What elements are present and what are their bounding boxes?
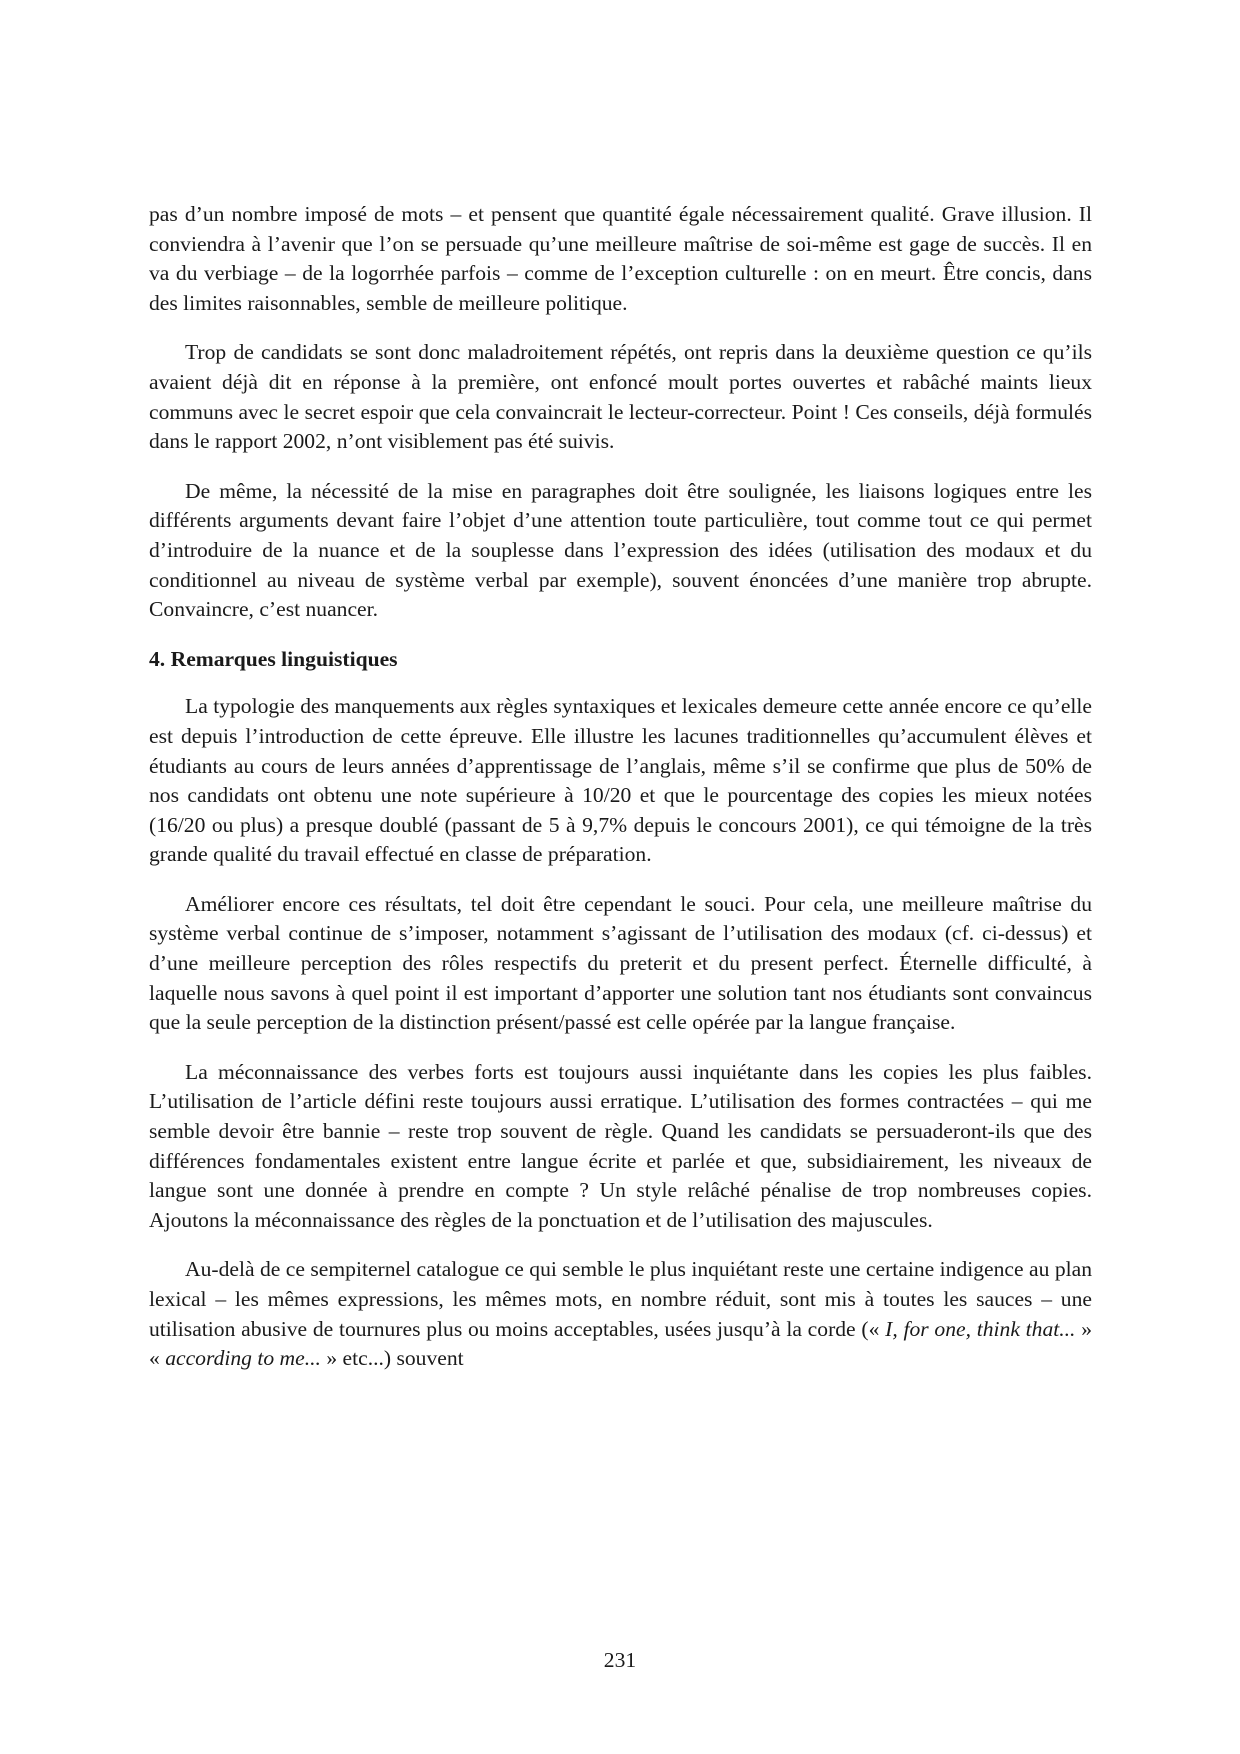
section-heading: 4. Remarques linguistiques <box>149 646 398 671</box>
paragraph-7-mid: » « <box>149 1316 1092 1371</box>
paragraph-3: De même, la nécessité de la mise en paragraphes doit être soulignée, les liaisons logiques entre les différents arguments devant faire l’objet d’une attention toute particulière, tout comme tout ce qui permet d’introduire de la nuance et de la souplesse dans l’expression des idées (utilisation des modaux et du conditionnel au niveau de système verbal par exemple), souvent énoncées d’une manière trop abrupte. Convaincre, c’est nuancer. <box>149 478 1092 622</box>
paragraph-7-start: Au-delà de ce sempiternel catalogue ce qui semble le plus inquiétant reste une certaine indigence au plan lexical – les mêmes expressions, les mêmes mots, en nombre réduit, sont mis à toutes les sauces – une utilisation abusive de tournures plus ou moins acceptables, usées jusqu’à la corde (« <box>149 1257 1092 1341</box>
quote-i-for-one: I, for one, think that... <box>885 1316 1076 1341</box>
page-number: 231 <box>603 1648 637 1672</box>
paragraph-7-end: » etc...) souvent <box>320 1346 464 1371</box>
quote-according-to-me: according to me... <box>165 1346 321 1371</box>
paragraph-2: Trop de candidats se sont donc maladroitement répétés, ont repris dans la deuxième question ce qu’ils avaient déjà dit en réponse à la première, ont enfoncé moult portes ouvertes et rabâché maints lieux communs avec le secret espoir que cela convaincrait le lecteur-correcteur. Point ! Ces conseils, déjà formulés dans le rapport 2002, n’ont visiblement pas été suivis. <box>149 340 1092 454</box>
paragraph-6: La méconnaissance des verbes forts est toujours aussi inquiétante dans les copies les plus faibles. L’utilisation de l’article défini reste toujours aussi erratique. L’utilisation des formes contractées – qui me semble devoir être bannie – reste trop souvent de règle. Quand les candidats se persuaderont-ils que des différences fondamentales existent entre langue écrite et parlée et que, subsidiairement, les niveaux de langue sont une donnée à prendre en compte ? Un style relâché pénalise de trop nombreuses copies. Ajoutons la méconnaissance des règles de la ponctuation et de l’utilisation des majuscules. <box>149 1059 1092 1232</box>
paragraph-7 <box>149 1255 1092 1373</box>
paragraph-5: Améliorer encore ces résultats, tel doit être cependant le souci. Pour cela, une meilleure maîtrise du système verbal continue de s’imposer, notamment s’agissant de l’utilisation des modaux (cf. ci-dessus) et d’une meilleure perception des rôles respectifs du preterit et du present perfect. Éternelle difficulté, à laquelle nous savons à quel point il est important d’apporter une solution tant nos étudiants sont convaincus que la seule perception de la distinction présent/passé est celle opérée par la langue française. <box>149 891 1092 1035</box>
paragraph-1: pas d’un nombre imposé de mots – et pensent que quantité égale nécessairement qualité. Grave illusion. Il conviendra à l’avenir que l’on se persuade qu’une meilleure maîtrise de soi-même est gage de succès. Il en va du verbiage – de la logorrhée parfois – comme de l’exception culturelle : on en meurt. Être concis, dans des limites raisonnables, semble de meilleure politique. <box>149 202 1092 315</box>
page-body <box>149 200 1092 1394</box>
paragraph-4: La typologie des manquements aux règles syntaxiques et lexicales demeure cette année encore ce qu’elle est depuis l’introduction de cette épreuve. Elle illustre les lacunes traditionnelles qu’accumulent élèves et étudiants au cours de leurs années d’apprentissage de l’anglais, même s’il se confirme que plus de 50% de nos candidats ont obtenu une note supérieure à 10/20 et que le pourcentage des copies les mieux notées (16/20 ou plus) a presque doublé (passant de 5 à 9,7% depuis le concours 2001), ce qui témoigne de la très grande qualité du travail effectué en classe de préparation. <box>149 694 1092 867</box>
